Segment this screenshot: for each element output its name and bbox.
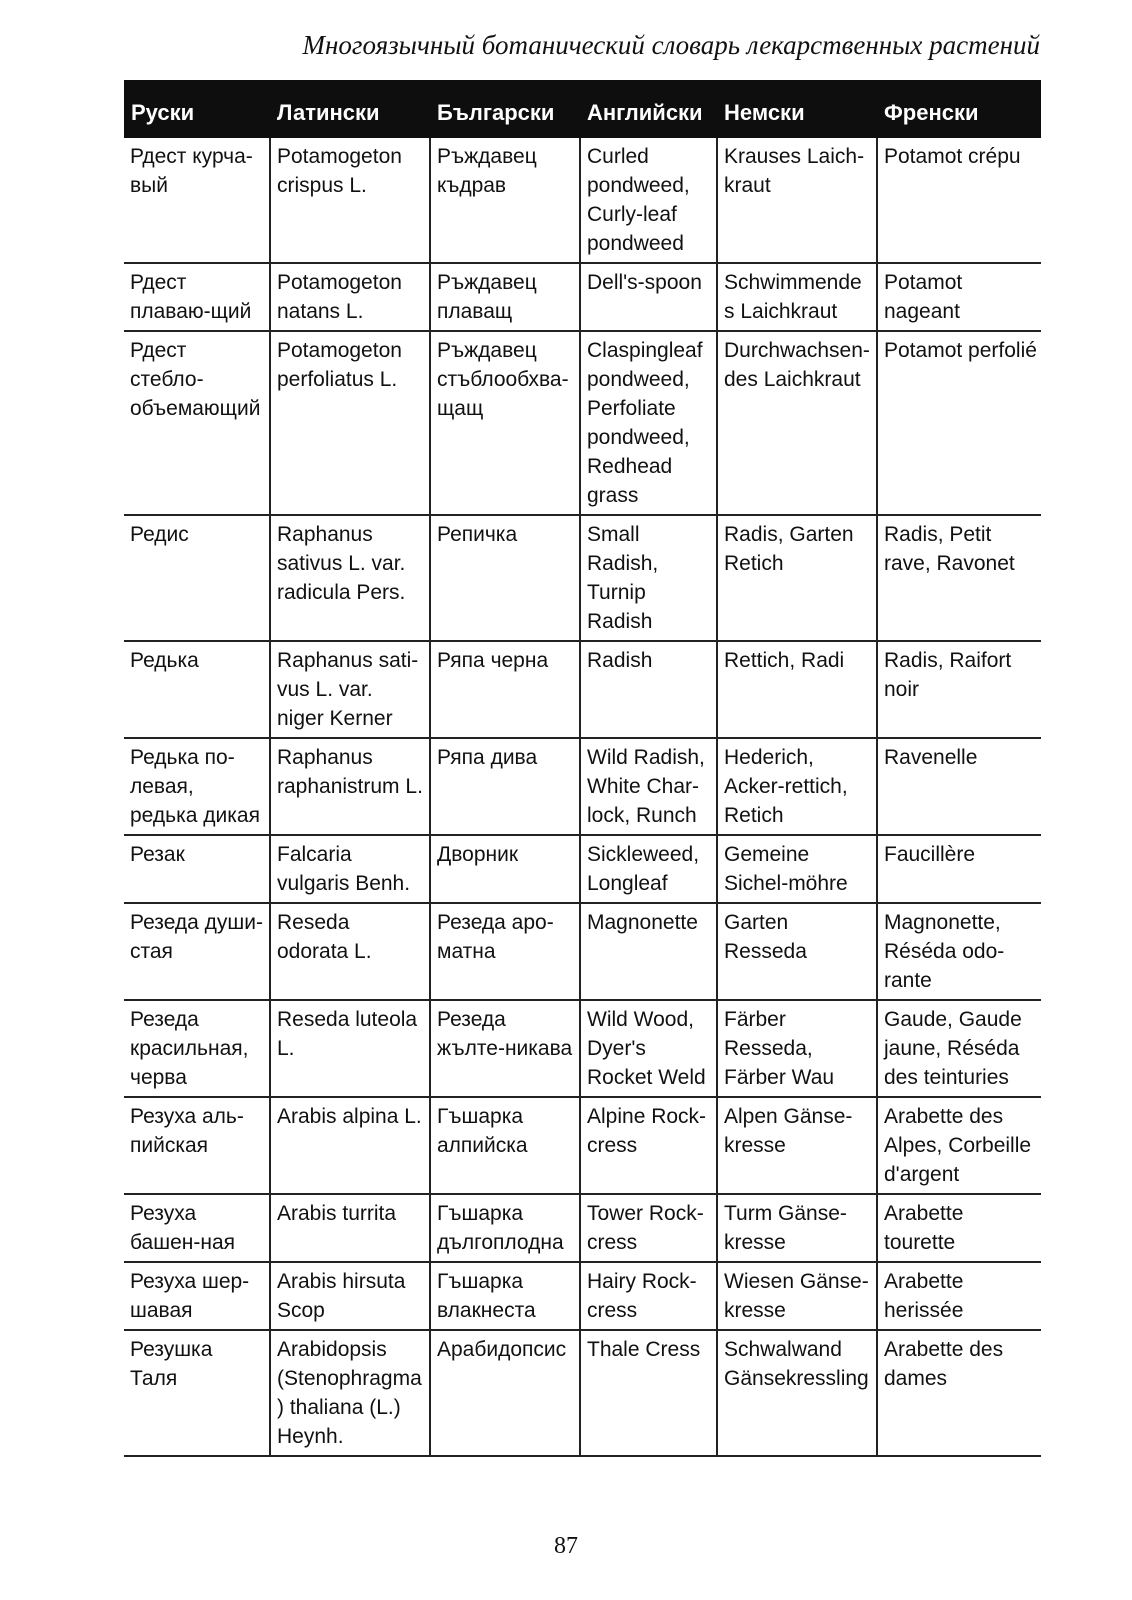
- cell-russian: Рдест курча-вый: [124, 138, 270, 263]
- cell-english: Claspingleaf pondweed, Perfoliate pondweed, Redhead grass: [580, 331, 717, 515]
- cell-bulgarian: Гъшарка алпийска: [430, 1097, 580, 1194]
- column-header-german: Немски: [717, 80, 877, 138]
- cell-german: Hederich, Acker-rettich, Retich: [717, 738, 877, 835]
- cell-russian: Резеда красильная, черва: [124, 1000, 270, 1097]
- cell-russian: Резак: [124, 835, 270, 903]
- cell-bulgarian: Ръждавец къдрав: [430, 138, 580, 263]
- table-row: [124, 331, 1041, 515]
- cell-russian: Резуха аль-пийская: [124, 1097, 270, 1194]
- cell-latin: Arabis alpina L.: [270, 1097, 430, 1194]
- cell-german: Garten Resseda: [717, 903, 877, 1000]
- cell-french: Arabette tourette: [877, 1194, 1041, 1262]
- table-row: [124, 515, 1041, 641]
- cell-bulgarian: Ръждавец стъблообхва-щащ: [430, 331, 580, 515]
- cell-german: Alpen Gänse-kresse: [717, 1097, 877, 1194]
- table-row: [124, 138, 1041, 263]
- page-number: 87: [554, 1533, 578, 1559]
- cell-english: Curled pondweed, Curly-leaf pondweed: [580, 138, 717, 263]
- table-row: [124, 1330, 1041, 1456]
- cell-german: Färber Resseda, Färber Wau: [717, 1000, 877, 1097]
- cell-latin: Potamogeton natans L.: [270, 263, 430, 331]
- cell-french: Potamot nageant: [877, 263, 1041, 331]
- cell-latin: Reseda odorata L.: [270, 903, 430, 1000]
- cell-german: Rettich, Radi: [717, 641, 877, 738]
- running-head: Многоязычный ботанический словарь лекарственных растений: [302, 30, 1040, 60]
- cell-french: Faucillère: [877, 835, 1041, 903]
- cell-german: Schwalwand Gänsekressling: [717, 1330, 877, 1456]
- cell-russian: Резеда души-стая: [124, 903, 270, 1000]
- cell-latin: Potamogeton perfoliatus L.: [270, 331, 430, 515]
- cell-english: Magnonette: [580, 903, 717, 1000]
- column-header-french: Френски: [877, 80, 1041, 138]
- cell-russian: Резуха башен-ная: [124, 1194, 270, 1262]
- cell-bulgarian: Ряпа черна: [430, 641, 580, 738]
- cell-english: Wild Wood, Dyer's Rocket Weld: [580, 1000, 717, 1097]
- cell-latin: Falcaria vulgaris Benh.: [270, 835, 430, 903]
- cell-french: Arabette des dames: [877, 1330, 1041, 1456]
- cell-french: Potamot perfolié: [877, 331, 1041, 515]
- cell-french: Magnonette, Réséda odo-rante: [877, 903, 1041, 1000]
- table-header-row: [124, 80, 1041, 138]
- cell-bulgarian: Ръждавец плаващ: [430, 263, 580, 331]
- cell-russian: Резуха шер-шавая: [124, 1262, 270, 1330]
- cell-latin: Potamogeton crispus L.: [270, 138, 430, 263]
- table-row: [124, 263, 1041, 331]
- cell-russian: Редька: [124, 641, 270, 738]
- table-row: [124, 903, 1041, 1000]
- cell-bulgarian: Гъшарка дългоплодна: [430, 1194, 580, 1262]
- cell-bulgarian: Ряпа дива: [430, 738, 580, 835]
- cell-french: Gaude, Gaude jaune, Réséda des teinturies: [877, 1000, 1041, 1097]
- table-row: [124, 1000, 1041, 1097]
- cell-bulgarian: Резеда жълте-никава: [430, 1000, 580, 1097]
- dictionary-table: [124, 80, 1041, 1457]
- cell-english: Thale Cress: [580, 1330, 717, 1456]
- cell-english: Hairy Rock-cress: [580, 1262, 717, 1330]
- cell-bulgarian: Гъшарка влакнеста: [430, 1262, 580, 1330]
- cell-english: Dell's-spoon: [580, 263, 717, 331]
- cell-bulgarian: Арабидопсис: [430, 1330, 580, 1456]
- cell-russian: Редька по-левая, редька дикая: [124, 738, 270, 835]
- cell-english: Radish: [580, 641, 717, 738]
- cell-latin: Raphanus sati-vus L. var. niger Kerner: [270, 641, 430, 738]
- cell-german: Krauses Laich-kraut: [717, 138, 877, 263]
- table-row: [124, 835, 1041, 903]
- table-row: [124, 738, 1041, 835]
- column-header-english: Английски: [580, 80, 717, 138]
- cell-english: Small Radish, Turnip Radish: [580, 515, 717, 641]
- cell-russian: Рдест стебло-объемающий: [124, 331, 270, 515]
- cell-french: Potamot crépu: [877, 138, 1041, 263]
- cell-german: Wiesen Gänse-kresse: [717, 1262, 877, 1330]
- cell-latin: Arabis turrita: [270, 1194, 430, 1262]
- column-header-russian: Руски: [124, 80, 270, 138]
- cell-french: Radis, Petit rave, Ravonet: [877, 515, 1041, 641]
- cell-english: Alpine Rock-cress: [580, 1097, 717, 1194]
- cell-russian: Резушка Таля: [124, 1330, 270, 1456]
- cell-russian: Редис: [124, 515, 270, 641]
- cell-german: Gemeine Sichel-möhre: [717, 835, 877, 903]
- cell-french: Arabette des Alpes, Corbeille d'argent: [877, 1097, 1041, 1194]
- cell-german: Durchwachsen-des Laichkraut: [717, 331, 877, 515]
- table-row: [124, 1262, 1041, 1330]
- column-header-latin: Латински: [270, 80, 430, 138]
- cell-latin: Raphanus raphanistrum L.: [270, 738, 430, 835]
- table-row: [124, 1097, 1041, 1194]
- cell-latin: Arabis hirsuta Scop: [270, 1262, 430, 1330]
- cell-english: Tower Rock-cress: [580, 1194, 717, 1262]
- cell-french: Ravenelle: [877, 738, 1041, 835]
- column-header-bulgarian: Български: [430, 80, 580, 138]
- cell-french: Arabette herissée: [877, 1262, 1041, 1330]
- cell-bulgarian: Дворник: [430, 835, 580, 903]
- table-row: [124, 641, 1041, 738]
- cell-russian: Рдест плаваю-щий: [124, 263, 270, 331]
- cell-german: Turm Gänse-kresse: [717, 1194, 877, 1262]
- cell-latin: Arabidopsis (Stenophragma) thaliana (L.) Heynh.: [270, 1330, 430, 1456]
- cell-german: Schwimmendes Laichkraut: [717, 263, 877, 331]
- cell-bulgarian: Резеда аро-матна: [430, 903, 580, 1000]
- table-row: [124, 1194, 1041, 1262]
- cell-english: Sickleweed, Longleaf: [580, 835, 717, 903]
- cell-english: Wild Radish, White Char-lock, Runch: [580, 738, 717, 835]
- cell-latin: Raphanus sativus L. var. radicula Pers.: [270, 515, 430, 641]
- cell-french: Radis, Raifort noir: [877, 641, 1041, 738]
- table-body: [124, 138, 1041, 1456]
- cell-latin: Reseda luteola L.: [270, 1000, 430, 1097]
- cell-german: Radis, Garten Retich: [717, 515, 877, 641]
- cell-bulgarian: Репичка: [430, 515, 580, 641]
